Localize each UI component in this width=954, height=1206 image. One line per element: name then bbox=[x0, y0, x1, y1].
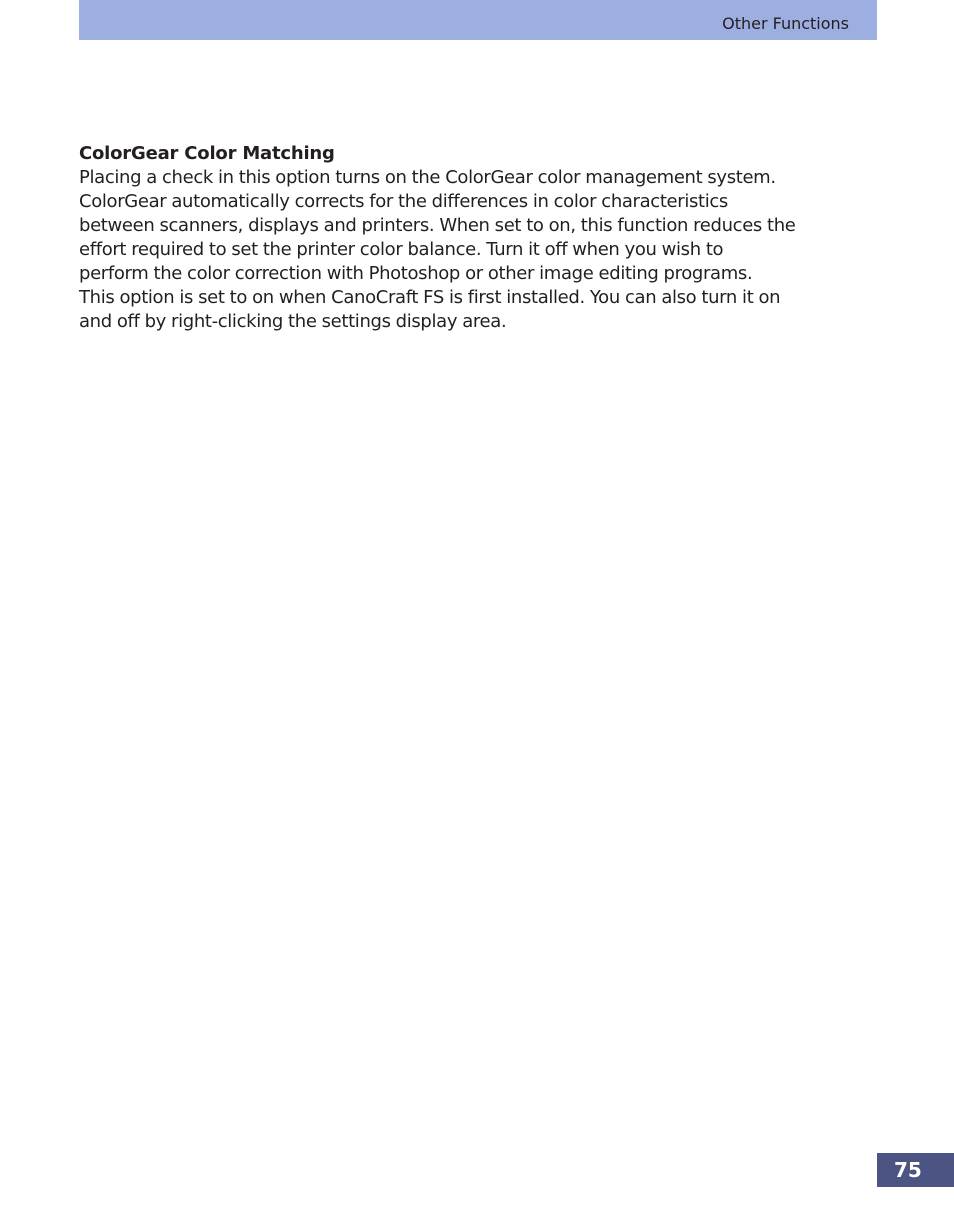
body-line: ColorGear automatically corrects for the differences in color characteristics bbox=[79, 191, 728, 212]
page-number: 75 bbox=[894, 1158, 922, 1182]
body-line: effort required to set the printer color balance. Turn it off when you wish to bbox=[79, 239, 724, 260]
body-line: perform the color correction with Photoshop or other image editing programs. bbox=[79, 263, 753, 284]
section-heading: ColorGear Color Matching bbox=[79, 143, 335, 164]
page-number-box bbox=[877, 1153, 954, 1187]
body-line: Placing a check in this option turns on the ColorGear color management system. bbox=[79, 167, 776, 188]
page-content bbox=[79, 142, 877, 334]
header-bar bbox=[79, 0, 877, 40]
section-body bbox=[79, 166, 877, 334]
body-line: and off by right-clicking the settings display area. bbox=[79, 311, 507, 332]
header-section-title: Other Functions bbox=[722, 14, 849, 33]
body-line: between scanners, displays and printers. When set to on, this function reduces the bbox=[79, 215, 796, 236]
body-line: This option is set to on when CanoCraft FS is first installed. You can also turn it on bbox=[79, 287, 781, 308]
